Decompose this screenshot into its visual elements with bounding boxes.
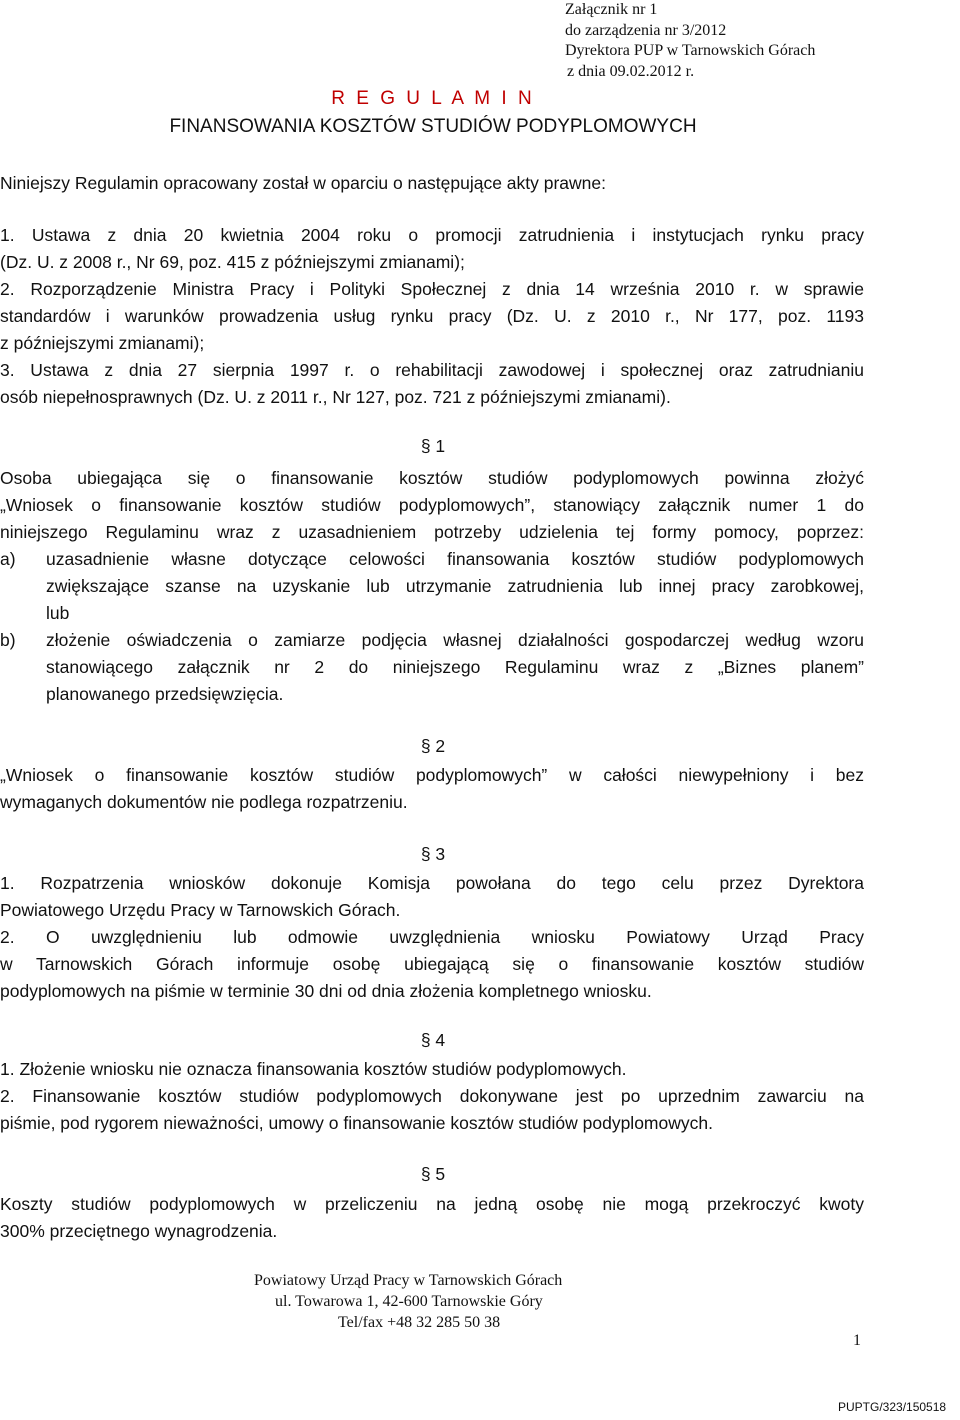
footer-address: ul. Towarowa 1, 42-600 Tarnowskie Góry [275, 1293, 543, 1310]
section-5-text-line: 300% przeciętnego wynagrodzenia. [0, 1221, 278, 1241]
section-4-text-line: 2. Finansowanie kosztów studiów podyplomowych dokonywane jest po uprzednim zawarciu na [0, 1086, 864, 1106]
intro-text: Niniejszy Regulamin opracowany został w oparciu o następujące akty prawne: [0, 173, 607, 193]
section-3-text-line: podyplomowych na piśmie w terminie 30 dni od dnia złożenia kompletnego wniosku. [0, 981, 652, 1001]
section-3-text-line: w Tarnowskich Górach informuje osobę ubiegającą się o finansowanie kosztów studiów [0, 954, 864, 974]
attachment-line: Załącznik nr 1 [565, 1, 658, 18]
section-1-text-line: „Wniosek o finansowanie kosztów studiów podyplomowych”, stanowiący załącznik numer 1 do [0, 495, 864, 515]
footer-office-name: Powiatowy Urząd Pracy w Tarnowskich Górach [254, 1272, 563, 1289]
list-marker-b: b) [0, 630, 16, 650]
section-3-heading: § 3 [420, 844, 446, 864]
legal-act-2-line: standardów i warunków prowadzenia usług rynku pracy (Dz. U. z 2010 r., Nr 177, poz. 1193 [0, 306, 864, 326]
attachment-line: do zarządzenia nr 3/2012 [565, 21, 727, 39]
legal-act-2-line: 2. Rozporządzenie Ministra Pracy i Polityki Społecznej z dnia 14 września 2010 r. w sprawie [0, 279, 864, 299]
section-3-text-line: Powiatowego Urzędu Pracy w Tarnowskich Górach. [0, 900, 401, 920]
legal-act-3-line: 3. Ustawa z dnia 27 sierpnia 1997 r. o rehabilitacji zawodowej i społecznej oraz zatrudnianiu [0, 360, 864, 380]
attachment-line: Dyrektora PUP w Tarnowskich Górach [565, 42, 816, 59]
page-number: 1 [853, 1332, 861, 1349]
section-1-heading: § 1 [420, 436, 446, 456]
document-title: R E G U L A M I N [331, 88, 535, 109]
legal-act-1-line: (Dz. U. z 2008 r., Nr 69, poz. 415 z późniejszymi zmianami); [0, 252, 465, 272]
section-5-text-line: Koszty studiów podyplomowych w przeliczeniu na jedną osobę nie mogą przekroczyć kwoty [0, 1194, 864, 1214]
attachment-note [565, 0, 815, 82]
attachment-line: z dnia 09.02.2012 r. [567, 62, 695, 80]
legal-act-2-line: z późniejszymi zmianami); [0, 333, 205, 353]
section-4-text-line: piśmie, pod rygorem nieważności, umowy o finansowanie kosztów studiów podyplomowych. [0, 1113, 713, 1133]
legal-act-3-line: osób niepełnosprawnych (Dz. U. z 2011 r., Nr 127, poz. 721 z późniejszymi zmianami). [0, 387, 671, 407]
section-2-heading: § 2 [420, 736, 446, 756]
section-4-heading: § 4 [420, 1030, 446, 1050]
section-4-text-line: 1. Złożenie wniosku nie oznacza finansowania kosztów studiów podyplomowych. [0, 1059, 627, 1079]
section-3-text-line: 1. Rozpatrzenia wniosków dokonuje Komisja powołana do tego celu przez Dyrektora [0, 873, 864, 893]
section-1-item-b-line: stanowiącego załącznik nr 2 do niniejszego Regulaminu wraz z „Biznes planem” [46, 657, 864, 677]
section-2-text-line: wymaganych dokumentów nie podlega rozpatrzeniu. [0, 792, 408, 812]
section-1-item-a-line: uzasadnienie własne dotyczące celowości finansowania kosztów studiów podyplomowych [46, 549, 864, 569]
list-marker-a: a) [0, 549, 16, 569]
section-1-text-line: niniejszego Regulaminu wraz z uzasadnieniem potrzeby udzielenia tej formy pomocy, poprzez: [0, 522, 864, 542]
footer-phone: Tel/fax +48 32 285 50 38 [338, 1314, 501, 1331]
document-id: PUPTG/323/150518 [838, 1400, 947, 1414]
section-3-text-line: 2. O uwzględnieniu lub odmowie uwzględnienia wniosku Powiatowy Urząd Pracy [0, 927, 864, 947]
section-1-item-b-line: złożenie oświadczenia o zamiarze podjęcia własnej działalności gospodarczej według wzoru [46, 630, 864, 650]
section-2-text-line: „Wniosek o finansowanie kosztów studiów podyplomowych” w całości niewypełniony i bez [0, 765, 864, 785]
section-1-item-b-line: planowanego przedsięwzięcia. [46, 684, 284, 704]
section-1-item-a-line: lub [46, 603, 70, 623]
section-1-text-line: Osoba ubiegająca się o finansowanie kosztów studiów podyplomowych powinna złożyć [0, 468, 864, 488]
section-5-heading: § 5 [420, 1164, 446, 1184]
section-1-item-a-line: zwiększające szanse na uzyskanie lub utrzymanie zatrudnienia lub innej pracy zarobkowej, [46, 576, 864, 596]
document-subtitle: FINANSOWANIA KOSZTÓW STUDIÓW PODYPLOMOWYCH [169, 116, 697, 137]
legal-act-1-line: 1. Ustawa z dnia 20 kwietnia 2004 roku o promocji zatrudnienia i instytucjach rynku pracy [0, 225, 864, 245]
